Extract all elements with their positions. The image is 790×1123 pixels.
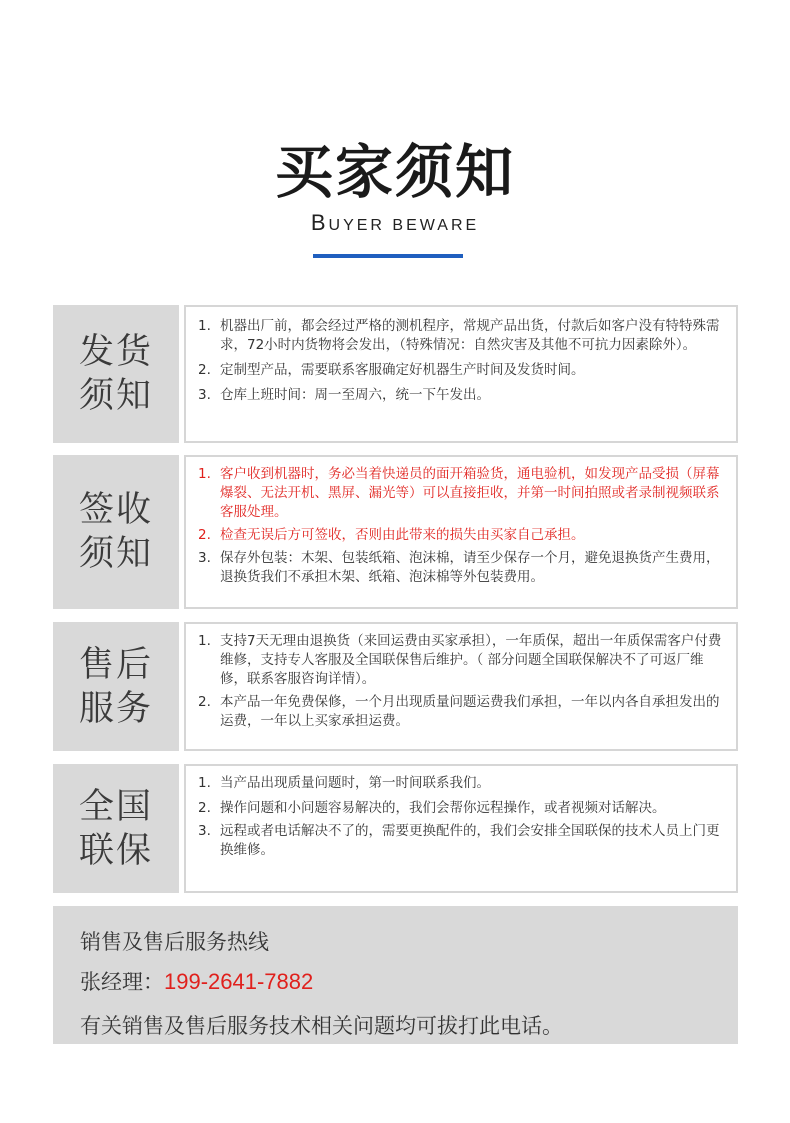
hotline-contact (80, 966, 313, 996)
item-number: 3. (198, 387, 211, 403)
list-item (198, 774, 724, 793)
section-label: 全国联保 (78, 786, 153, 871)
list-item (198, 799, 724, 818)
contact-label: 张经理： (80, 970, 164, 994)
item-number: 1. (198, 466, 211, 482)
list-item (198, 693, 724, 731)
list-item (198, 549, 724, 587)
item-number: 3. (198, 823, 211, 839)
page-title: 买家须知 (274, 138, 515, 206)
list-item (198, 822, 724, 860)
list-item (198, 465, 724, 522)
hotline-panel (53, 906, 738, 1044)
section-label-box (53, 764, 179, 893)
list-item (198, 361, 724, 380)
item-number: 2. (198, 362, 211, 378)
item-text: 当产品出现质量问题时，第一时间联系我们。 (220, 775, 490, 791)
section-content (184, 455, 738, 609)
item-text: 保存外包装：木架、包装纸箱、泡沫棉，请至少保存一个月，避免退换货产生费用，退换货我们不承担木架、纸箱、泡沫棉等外包装费用。 (220, 550, 720, 585)
item-number: 2. (198, 527, 211, 543)
section-label: 售后服务 (78, 644, 153, 729)
list-item (198, 526, 724, 545)
title-underline (313, 254, 463, 258)
item-text: 定制型产品，需要联系客服确定好机器生产时间及发货时间。 (220, 362, 585, 378)
item-text: 操作问题和小问题容易解决的，我们会帮你远程操作，或者视频对话解决。 (220, 800, 666, 816)
item-text: 远程或者电话解决不了的，需要更换配件的，我们会安排全国联保的技术人员上门更换维修。 (220, 823, 720, 858)
list-item (198, 632, 724, 689)
section-after-sales (53, 622, 738, 751)
item-number: 1. (198, 633, 211, 649)
section-label-box (53, 305, 179, 443)
section-content (184, 305, 738, 443)
item-number: 2. (198, 694, 211, 710)
section-receiving (53, 455, 738, 609)
list-item (198, 386, 724, 405)
item-text: 支持7天无理由退换货（来回运费由买家承担），一年质保，超出一年质保需客户付费维修，支持专人客服及全国联保售后维护。（ 部分问题全国联保解决不了可返厂维修，联系客服咨询详情）。 (220, 633, 722, 687)
item-number: 1. (198, 775, 211, 791)
subtitle-initial: B (310, 210, 329, 235)
item-text: 机器出厂前，都会经过严格的测机程序，常规产品出货，付款后如客户没有特特殊需求，72小时内货物将会发出，（特殊情况：自然灾害及其他不可抗力因素除外）。 (220, 318, 720, 353)
hotline-title: 销售及售后服务热线 (80, 930, 269, 954)
subtitle-rest: UYER BEWARE (328, 217, 480, 234)
item-number: 3. (198, 550, 211, 566)
section-content (184, 764, 738, 893)
section-label: 签收须知 (78, 490, 153, 574)
item-number: 1. (198, 318, 211, 334)
item-text: 本产品一年免费保修，一个月出现质量问题运费我们承担，一年以内各自承担发出的运费，一年以上买家承担运费。 (220, 694, 720, 729)
section-label-box (53, 455, 179, 609)
item-text: 仓库上班时间：周一至周六，统一下午发出。 (220, 387, 490, 403)
section-label: 发货须知 (78, 332, 153, 416)
hotline-note: 有关销售及售后服务技术相关问题均可拔打此电话。 (80, 1014, 563, 1038)
item-number: 2. (198, 800, 211, 816)
item-text: 检查无误后方可签收，否则由此带来的损失由买家自己承担。 (220, 527, 585, 543)
section-content (184, 622, 738, 751)
section-label-box (53, 622, 179, 751)
section-shipping (53, 305, 738, 443)
item-text: 客户收到机器时，务必当着快递员的面开箱验货，通电验机，如发现产品受损（屏幕爆裂、无法开机、黑屏、漏光等）可以直接拒收，并第一时间拍照或者录制视频联系客服处理。 (220, 466, 720, 520)
page-subtitle (0, 210, 790, 236)
section-nationwide-warranty (53, 764, 738, 893)
phone-number[interactable]: 199-2641-7882 (164, 969, 314, 994)
list-item (198, 317, 724, 355)
